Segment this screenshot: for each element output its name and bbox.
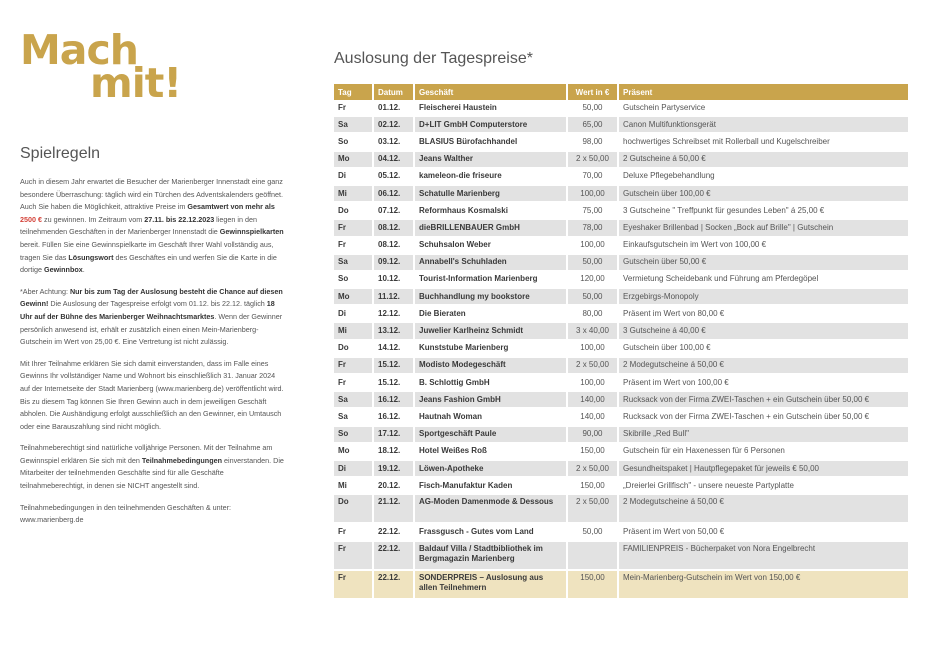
cell-day: Do xyxy=(334,495,374,524)
cell-prize: Präsent im Wert von 80,00 € xyxy=(619,306,910,323)
cell-date: 22.12. xyxy=(374,524,415,541)
cell-value: 2 x 50,00 xyxy=(568,152,619,169)
cell-day: Fr xyxy=(334,524,374,541)
cell-day: Fr xyxy=(334,238,374,255)
cell-shop: Jeans Fashion GmbH xyxy=(415,392,568,409)
cell-date: 15.12. xyxy=(374,358,415,375)
table-row xyxy=(334,306,910,323)
table-row xyxy=(334,427,910,444)
cell-prize: 3 Gutscheine " Treffpunkt für gesundes Leben" á 25,00 € xyxy=(619,203,910,220)
logo-line-1: Mach xyxy=(20,26,138,74)
cell-shop: Kunststube Marienberg xyxy=(415,341,568,358)
cell-prize: Vermietung Scheidebank und Führung am Pferdegöpel xyxy=(619,272,910,289)
cell-day: Sa xyxy=(334,255,374,272)
cell-day: Fr xyxy=(334,100,374,117)
cell-date: 09.12. xyxy=(374,255,415,272)
cell-shop: kameleon-die friseure xyxy=(415,169,568,186)
cell-shop: Juwelier Karlheinz Schmidt xyxy=(415,323,568,340)
rules-heading: Spielregeln xyxy=(20,145,101,162)
cell-date: 01.12. xyxy=(374,100,415,117)
table-row xyxy=(334,478,910,495)
rules-text xyxy=(20,176,285,536)
cell-day: Di xyxy=(334,306,374,323)
cell-value: 98,00 xyxy=(568,134,619,151)
cell-date: 02.12. xyxy=(374,117,415,134)
cell-value: 80,00 xyxy=(568,306,619,323)
cell-day: Fr xyxy=(334,220,374,237)
cell-prize: 2 Modegutscheine á 50,00 € xyxy=(619,358,910,375)
header-value: Wert in € xyxy=(568,84,619,100)
cell-date: 03.12. xyxy=(374,134,415,151)
cell-shop: Fisch-Manufaktur Kaden xyxy=(415,478,568,495)
cell-value: 3 x 40,00 xyxy=(568,323,619,340)
cell-value: 50,00 xyxy=(568,100,619,117)
cell-prize: Eyeshaker Brillenbad | Socken „Bock auf Brille" | Gutschein xyxy=(619,220,910,237)
cell-prize: Gutschein über 100,00 € xyxy=(619,341,910,358)
cell-date: 14.12. xyxy=(374,341,415,358)
cell-prize: Rucksack von der Firma ZWEI-Taschen + ein Gutschein über 50,00 € xyxy=(619,392,910,409)
cell-value: 100,00 xyxy=(568,238,619,255)
table-row xyxy=(334,358,910,375)
cell-shop: Sportgeschäft Paule xyxy=(415,427,568,444)
header-date: Datum xyxy=(374,84,415,100)
cell-shop: Buchhandlung my bookstore xyxy=(415,289,568,306)
cell-value: 50,00 xyxy=(568,255,619,272)
table-row xyxy=(334,238,910,255)
rules-paragraph-1: Auch in diesem Jahr erwartet die Besucher der Marienberger Innenstadt eine ganz besondere Überraschung: täglich wird ein Türchen des Adventskalenders geöffnet. Auch Sie haben die Möglichkeit, attraktive Preise im Gesamtwert von mehr als 2500 € zu gewinnen. Im Zeitraum vom 27.11. bis 22.12.2023 liegen in den teilnehmenden Geschäften in der Marienberger Innenstadt die Gewinnspielkarten bereit. Füllen Sie eine Gewinnspielkarte im Geschäft Ihrer Wahl vollständig aus, tragen Sie das Lösungswort des Geschäftes ein und werfen Sie die Karte in die dortige Gewinnbox. xyxy=(20,177,284,275)
cell-date: 18.12. xyxy=(374,444,415,461)
cell-shop: Baldauf Villa / Stadtbibliothek im Bergmagazin Marienberg xyxy=(415,542,568,571)
header-prize: Präsent xyxy=(619,84,910,100)
cell-date: 08.12. xyxy=(374,220,415,237)
cell-shop: Schuhsalon Weber xyxy=(415,238,568,255)
cell-date: 12.12. xyxy=(374,306,415,323)
table-row xyxy=(334,169,910,186)
cell-day: Di xyxy=(334,169,374,186)
header-shop: Geschäft xyxy=(415,84,568,100)
cell-shop: Löwen-Apotheke xyxy=(415,461,568,478)
cell-prize: Präsent im Wert von 50,00 € xyxy=(619,524,910,541)
table-row xyxy=(334,100,910,117)
table-row xyxy=(334,220,910,237)
cell-prize: „Dreierlei Grillfisch" - unsere neueste Partyplatte xyxy=(619,478,910,495)
cell-prize: hochwertiges Schreibset mit Rollerball und Kugelschreiber xyxy=(619,134,910,151)
cell-prize: 3 Gutscheine á 40,00 € xyxy=(619,323,910,340)
rules-paragraph-3: Mit Ihrer Teilnahme erklären Sie sich damit einverstanden, dass im Falle eines Gewinns Ihr vollständiger Name und Wohnort bis einschließlich 31. Januar 2024 auf der Internetseite der Stadt Marienberg (www.marienberg.de) veröffentlicht wird. Bis zu diesem Tag können Sie Ihren Gewinn auch in dem jeweiligen Geschäft abholen. Die Aushändigung erfolgt ausschließlich an den Gewinner, ein Umtausch oder eine Barauszahlung sind nicht möglich. xyxy=(20,358,284,431)
cell-date: 22.12. xyxy=(374,542,415,571)
cell-date: 19.12. xyxy=(374,461,415,478)
cell-prize: Erzgebirgs-Monopoly xyxy=(619,289,910,306)
cell-value: 75,00 xyxy=(568,203,619,220)
cell-value: 140,00 xyxy=(568,409,619,426)
cell-date: 22.12. xyxy=(374,571,415,600)
cell-prize: 2 Modegutscheine á 50,00 € xyxy=(619,495,910,524)
table-row xyxy=(334,186,910,203)
cell-day: Do xyxy=(334,341,374,358)
cell-day: Sa xyxy=(334,409,374,426)
logo-line-2: mit! xyxy=(90,59,182,107)
cell-value: 150,00 xyxy=(568,478,619,495)
rules-paragraph-2: *Aber Achtung: Nur bis zum Tag der Auslosung besteht die Chance auf diesen Gewinn! Die Auslosung der Tagespreise erfolgt vom 01.12. bis 22.12. täglich 18 Uhr auf der Bühne des Marienberger Weihnachtsmarktes. Wenn der Gewinner persönlich anwesend ist, erhält er zusätzlich einen einen Mein-Marienberg-Gutschein im Wert von 25,00 €. Eine Vertretung ist nicht zulässig. xyxy=(20,286,283,347)
cell-shop: Annabell's Schuhladen xyxy=(415,255,568,272)
rules-paragraph-4: Teilnahmeberechtigt sind natürliche volljährige Personen. Mit der Teilnahme am Gewinnspiel erklären Sie sich mit den Teilnahmebedingungen einverstanden. Die Mitarbeiter der teilnehmenden Geschäfte sind für alle Geschäfte teilnahmeberechtigt, in denen sie NICHT angestellt sind. xyxy=(20,443,284,491)
cell-date: 16.12. xyxy=(374,392,415,409)
cell-date: 20.12. xyxy=(374,478,415,495)
cell-prize: Canon Multifunktionsgerät xyxy=(619,117,910,134)
prize-table-title: Auslosung der Tagespreise* xyxy=(334,50,533,67)
cell-shop: D+LIT GmbH Computerstore xyxy=(415,117,568,134)
table-row xyxy=(334,323,910,340)
cell-shop: dieBRILLENBAUER GmbH xyxy=(415,220,568,237)
table-header-row xyxy=(334,84,910,100)
cell-day: Mi xyxy=(334,478,374,495)
cell-date: 13.12. xyxy=(374,323,415,340)
table-row xyxy=(334,341,910,358)
cell-prize: Präsent im Wert von 100,00 € xyxy=(619,375,910,392)
cell-date: 21.12. xyxy=(374,495,415,524)
cell-date: 11.12. xyxy=(374,289,415,306)
cell-prize: Gutschein über 100,00 € xyxy=(619,186,910,203)
cell-value: 100,00 xyxy=(568,186,619,203)
cell-value: 90,00 xyxy=(568,427,619,444)
table-row xyxy=(334,289,910,306)
header-day: Tag xyxy=(334,84,374,100)
cell-date: 15.12. xyxy=(374,375,415,392)
cell-value: 150,00 xyxy=(568,571,619,600)
cell-value: 100,00 xyxy=(568,341,619,358)
cell-date: 06.12. xyxy=(374,186,415,203)
cell-date: 07.12. xyxy=(374,203,415,220)
cell-value: 2 x 50,00 xyxy=(568,358,619,375)
table-row xyxy=(334,495,910,524)
cell-value: 140,00 xyxy=(568,392,619,409)
prize-table xyxy=(334,84,910,600)
cell-value: 70,00 xyxy=(568,169,619,186)
cell-date: 08.12. xyxy=(374,238,415,255)
cell-prize: 2 Gutscheine á 50,00 € xyxy=(619,152,910,169)
cell-shop: Hautnah Woman xyxy=(415,409,568,426)
table-row xyxy=(334,255,910,272)
cell-shop: Jeans Walther xyxy=(415,152,568,169)
cell-day: Sa xyxy=(334,392,374,409)
cell-day: Fr xyxy=(334,358,374,375)
cell-value: 120,00 xyxy=(568,272,619,289)
cell-day: Mo xyxy=(334,289,374,306)
cell-shop: Modisto Modegeschäft xyxy=(415,358,568,375)
cell-shop: Hotel Weißes Roß xyxy=(415,444,568,461)
cell-prize: Mein-Marienberg-Gutschein im Wert von 150,00 € xyxy=(619,571,910,600)
cell-value xyxy=(568,542,619,571)
cell-shop: SONDERPREIS – Auslosung aus allen Teilnehmern xyxy=(415,571,568,600)
cell-value: 78,00 xyxy=(568,220,619,237)
cell-day: Fr xyxy=(334,375,374,392)
cell-prize: Gesundheitspaket | Hautpflegepaket für jeweils € 50,00 xyxy=(619,461,910,478)
cell-shop: Die Bieraten xyxy=(415,306,568,323)
cell-date: 05.12. xyxy=(374,169,415,186)
table-row xyxy=(334,524,910,541)
cell-day: Mo xyxy=(334,444,374,461)
cell-date: 17.12. xyxy=(374,427,415,444)
cell-date: 16.12. xyxy=(374,409,415,426)
cell-shop: AG-Moden Damenmode & Dessous xyxy=(415,495,568,524)
cell-prize: Gutschein über 50,00 € xyxy=(619,255,910,272)
cell-shop: Tourist-Information Marienberg xyxy=(415,272,568,289)
cell-prize: Einkaufsgutschein im Wert von 100,00 € xyxy=(619,238,910,255)
mach-mit-logo xyxy=(20,26,190,110)
cell-day: Mo xyxy=(334,152,374,169)
cell-shop: B. Schlottig GmbH xyxy=(415,375,568,392)
cell-day: Sa xyxy=(334,117,374,134)
cell-value: 100,00 xyxy=(568,375,619,392)
cell-day: So xyxy=(334,134,374,151)
cell-day: Fr xyxy=(334,542,374,571)
table-row xyxy=(334,392,910,409)
cell-day: Do xyxy=(334,203,374,220)
cell-day: So xyxy=(334,427,374,444)
table-row xyxy=(334,117,910,134)
cell-shop: BLASIUS Bürofachhandel xyxy=(415,134,568,151)
cell-shop: Schatulle Marienberg xyxy=(415,186,568,203)
cell-date: 10.12. xyxy=(374,272,415,289)
cell-day: Mi xyxy=(334,186,374,203)
cell-prize: Gutschein Partyservice xyxy=(619,100,910,117)
table-row xyxy=(334,152,910,169)
cell-prize: Skibrille „Red Bull" xyxy=(619,427,910,444)
cell-prize: FAMILIENPREIS - Bücherpaket von Nora Engelbrecht xyxy=(619,542,910,571)
cell-day: So xyxy=(334,272,374,289)
table-row xyxy=(334,444,910,461)
table-row xyxy=(334,542,910,571)
table-row xyxy=(334,203,910,220)
table-row xyxy=(334,134,910,151)
table-row xyxy=(334,409,910,426)
cell-value: 65,00 xyxy=(568,117,619,134)
table-row xyxy=(334,375,910,392)
cell-shop: Fleischerei Haustein xyxy=(415,100,568,117)
cell-value: 50,00 xyxy=(568,524,619,541)
table-row xyxy=(334,571,910,600)
rules-paragraph-5: Teilnahmebedingungen in den teilnehmenden Geschäften & unter: www.marienberg.de xyxy=(20,502,231,525)
cell-prize: Deluxe Pflegebehandlung xyxy=(619,169,910,186)
cell-value: 50,00 xyxy=(568,289,619,306)
cell-shop: Reformhaus Kosmalski xyxy=(415,203,568,220)
cell-value: 150,00 xyxy=(568,444,619,461)
cell-day: Di xyxy=(334,461,374,478)
cell-day: Fr xyxy=(334,571,374,600)
cell-day: Mi xyxy=(334,323,374,340)
cell-prize: Rucksack von der Firma ZWEI-Taschen + ein Gutschein über 50,00 € xyxy=(619,409,910,426)
cell-value: 2 x 50,00 xyxy=(568,495,619,524)
cell-date: 04.12. xyxy=(374,152,415,169)
table-row xyxy=(334,272,910,289)
cell-shop: Frassgusch - Gutes vom Land xyxy=(415,524,568,541)
cell-prize: Gutschein für ein Haxenessen für 6 Personen xyxy=(619,444,910,461)
cell-value: 2 x 50,00 xyxy=(568,461,619,478)
table-row xyxy=(334,461,910,478)
